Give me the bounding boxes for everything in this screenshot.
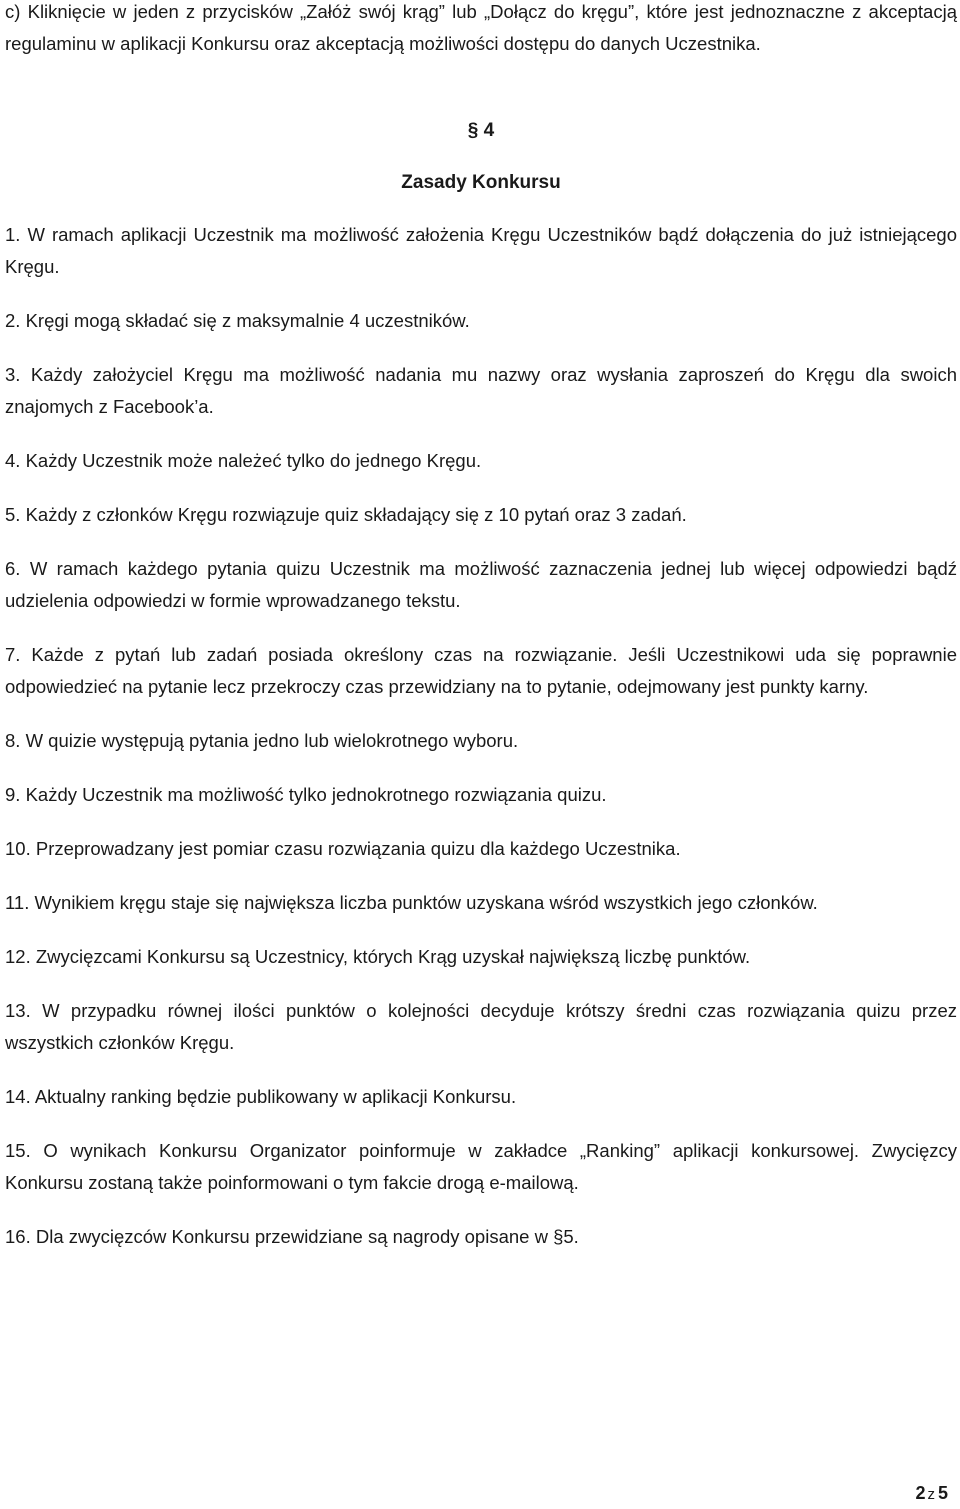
- document-page: [5, 0, 957, 1247]
- rule-item: 5. Każdy z członków Kręgu rozwiązuje quiz składający się z 10 pytań oraz 3 zadań.: [5, 504, 687, 525]
- rule-item: 15. O wynikach Konkursu Organizator poinformuje w zakładce „Ranking” aplikacji konkursowej. Zwycięzcy Konkursu zostaną także poinformowani o tym fakcie drogą e-mailową.: [5, 1140, 957, 1193]
- rule-item: 9. Każdy Uczestnik ma możliwość tylko jednokrotnego rozwiązania quizu.: [5, 784, 607, 805]
- total-pages-number: 5: [937, 1483, 948, 1503]
- section-title: Zasady Konkursu: [401, 172, 561, 193]
- rule-item: 4. Każdy Uczestnik może należeć tylko do jednego Kręgu.: [5, 450, 482, 471]
- rule-item: 13. W przypadku równej ilości punktów o kolejności decyduje krótszy średni czas rozwiązania quizu przez wszystkich członków Kręgu.: [5, 1000, 957, 1053]
- rule-item: 3. Każdy założyciel Kręgu ma możliwość nadania mu nazwy oraz wysłania zaproszeń do Kręgu dla swoich znajomych z Facebook’a.: [5, 364, 957, 417]
- rule-item: 11. Wynikiem kręgu staje się największa liczba punktów uzyskana wśród wszystkich jego członków.: [5, 892, 818, 913]
- rule-item: 16. Dla zwycięzców Konkursu przewidziane są nagrody opisane w §5.: [5, 1226, 579, 1247]
- rule-item: 14. Aktualny ranking będzie publikowany w aplikacji Konkursu.: [5, 1086, 517, 1107]
- page-number: [915, 1482, 948, 1506]
- rule-item: 2. Kręgi mogą składać się z maksymalnie 4 uczestników.: [5, 310, 470, 331]
- rule-item: 8. W quizie występują pytania jedno lub wielokrotnego wyboru.: [5, 730, 519, 751]
- rule-item: 12. Zwycięzcami Konkursu są Uczestnicy, których Krąg uzyskał największą liczbę punktów.: [5, 946, 751, 967]
- rule-item: 6. W ramach każdego pytania quizu Uczestnik ma możliwość zaznaczenia jednej lub więcej odpowiedzi bądź udzielenia odpowiedzi w formie wprowadzanego tekstu.: [5, 558, 957, 611]
- rules-list: [5, 219, 957, 1275]
- rule-item: 7. Każde z pytań lub zadań posiada określony czas na rozwiązanie. Jeśli Uczestnikowi uda się poprawnie odpowiedzieć na pytanie lecz przekroczy czas przewidziany na to pytanie, odejmowany jest punkty karny.: [5, 644, 957, 697]
- rule-item: 1. W ramach aplikacji Uczestnik ma możliwość założenia Kręgu Uczestników bądź dołączenia do już istniejącego Kręgu.: [5, 224, 957, 277]
- intro-paragraph: c) Kliknięcie w jeden z przycisków „Załóż swój krąg” lub „Dołącz do kręgu”, które jest jednoznaczne z akceptacją regulaminu w aplikacji Konkursu oraz akceptacją możliwości dostępu do danych Uczestnika.: [5, 1, 957, 54]
- section-number: § 4: [467, 120, 495, 141]
- page-separator: z: [927, 1486, 936, 1503]
- rule-item: 10. Przeprowadzany jest pomiar czasu rozwiązania quizu dla każdego Uczestnika.: [5, 838, 681, 859]
- current-page-number: 2: [915, 1483, 926, 1503]
